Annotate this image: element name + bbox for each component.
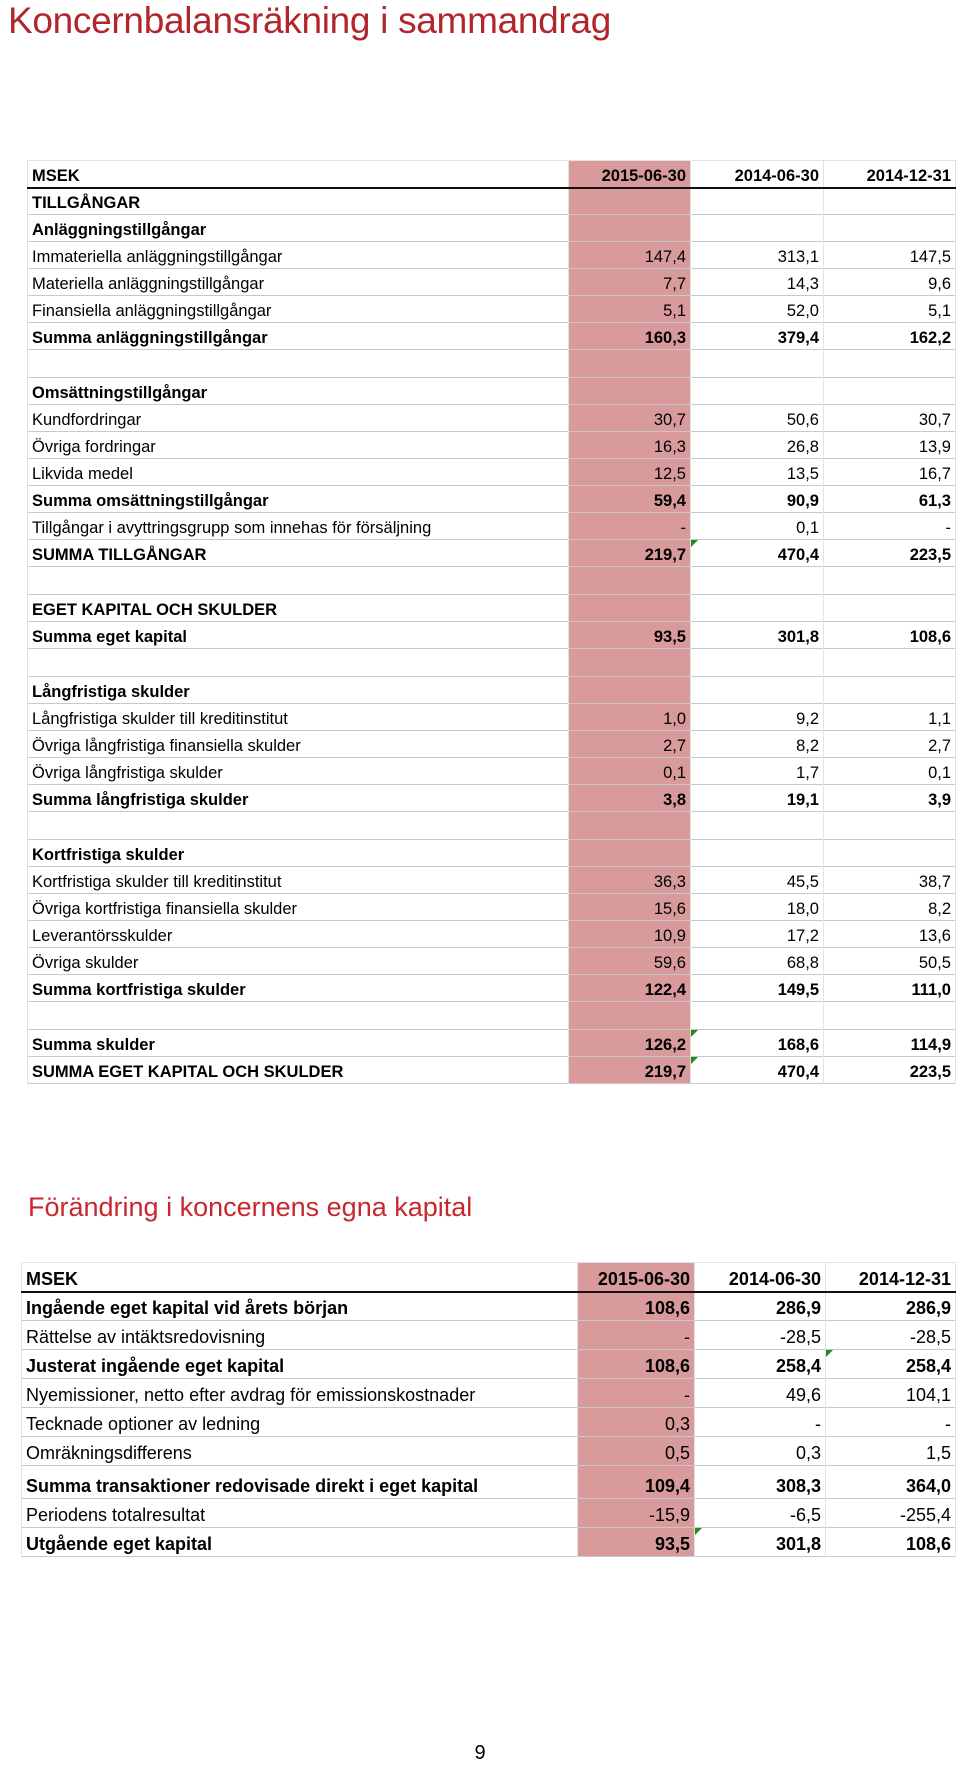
row-label: Utgående eget kapital bbox=[22, 1528, 578, 1557]
value-2014-06 bbox=[691, 677, 824, 704]
row-label: Rättelse av intäktsredovisning bbox=[22, 1321, 578, 1350]
comment-marker-icon bbox=[826, 1350, 833, 1357]
value-2014-12: 5,1 bbox=[824, 296, 956, 323]
table-row bbox=[28, 758, 956, 785]
value-2014-12 bbox=[824, 677, 956, 704]
row-label: Tecknade optioner av ledning bbox=[22, 1408, 578, 1437]
value-2015: 147,4 bbox=[569, 242, 691, 269]
value-2014-12: 162,2 bbox=[824, 323, 956, 350]
table-row bbox=[28, 486, 956, 513]
row-label bbox=[28, 812, 569, 840]
header-col-2015-06-30: 2015-06-30 bbox=[578, 1263, 695, 1292]
value-2014-06 bbox=[695, 1528, 826, 1557]
value-2014-06: 149,5 bbox=[691, 975, 824, 1002]
value-2015: 108,6 bbox=[578, 1350, 695, 1379]
value-2014-12 bbox=[824, 649, 956, 677]
value-2014-12: 9,6 bbox=[824, 269, 956, 296]
value-2014-12: 286,9 bbox=[826, 1292, 956, 1321]
row-label bbox=[28, 1002, 569, 1030]
table-row bbox=[28, 677, 956, 704]
value-2015: 59,6 bbox=[569, 948, 691, 975]
value-2014-12: 1,1 bbox=[824, 704, 956, 731]
row-label bbox=[28, 649, 569, 677]
value-2014-12 bbox=[824, 1002, 956, 1030]
value-text: 301,8 bbox=[775, 1534, 821, 1554]
value-2014-12 bbox=[824, 595, 956, 622]
row-label: Tillgångar i avyttringsgrupp som innehas för försäljning bbox=[28, 513, 569, 540]
row-label: Kundfordringar bbox=[28, 405, 569, 432]
value-2015: 16,3 bbox=[569, 432, 691, 459]
comment-marker-icon bbox=[691, 1057, 698, 1064]
equity-table bbox=[21, 1262, 955, 1557]
value-2014-06: 52,0 bbox=[691, 296, 824, 323]
value-2014-12: - bbox=[824, 513, 956, 540]
table-row bbox=[28, 242, 956, 269]
row-label: Likvida medel bbox=[28, 459, 569, 486]
table-row bbox=[22, 1350, 956, 1379]
value-2014-12 bbox=[826, 1350, 956, 1379]
value-2014-12: 147,5 bbox=[824, 242, 956, 269]
value-2015: 126,2 bbox=[569, 1030, 691, 1057]
value-2014-12: 16,7 bbox=[824, 459, 956, 486]
value-2014-06: 14,3 bbox=[691, 269, 824, 296]
value-2015: 219,7 bbox=[569, 1057, 691, 1084]
value-2014-12: 0,1 bbox=[824, 758, 956, 785]
table-row bbox=[28, 215, 956, 242]
table-header-row bbox=[28, 161, 956, 188]
value-2015: 108,6 bbox=[578, 1292, 695, 1321]
row-label: Summa anläggningstillgångar bbox=[28, 323, 569, 350]
row-label: Övriga kortfristiga finansiella skulder bbox=[28, 894, 569, 921]
value-2014-12: -28,5 bbox=[826, 1321, 956, 1350]
table-row bbox=[28, 513, 956, 540]
value-2014-12 bbox=[824, 350, 956, 378]
header-label: MSEK bbox=[28, 161, 569, 188]
value-2014-06: 0,3 bbox=[695, 1437, 826, 1466]
value-2014-12: 223,5 bbox=[824, 1057, 956, 1084]
table-row bbox=[28, 1030, 956, 1057]
table-row bbox=[28, 567, 956, 595]
value-2014-06 bbox=[691, 567, 824, 595]
section-title: Förändring i koncernens egna kapital bbox=[28, 1192, 473, 1222]
row-label: Nyemissioner, netto efter avdrag för emissionskostnader bbox=[22, 1379, 578, 1408]
comment-marker-icon bbox=[695, 1528, 702, 1535]
table-row bbox=[28, 785, 956, 812]
table-row bbox=[28, 595, 956, 622]
value-2014-06: 286,9 bbox=[695, 1292, 826, 1321]
header-label: MSEK bbox=[22, 1263, 578, 1292]
row-label bbox=[28, 567, 569, 595]
value-2014-06: 68,8 bbox=[691, 948, 824, 975]
row-label bbox=[28, 350, 569, 378]
value-2015: 122,4 bbox=[569, 975, 691, 1002]
value-2014-06: 8,2 bbox=[691, 731, 824, 758]
value-2015 bbox=[569, 188, 691, 215]
value-2015 bbox=[569, 812, 691, 840]
row-label: Anläggningstillgångar bbox=[28, 215, 569, 242]
row-label: SUMMA EGET KAPITAL OCH SKULDER bbox=[28, 1057, 569, 1084]
value-text: 470,4 bbox=[777, 1063, 819, 1081]
table-row bbox=[22, 1292, 956, 1321]
row-label: Övriga fordringar bbox=[28, 432, 569, 459]
value-2015 bbox=[569, 677, 691, 704]
row-label: SUMMA TILLGÅNGAR bbox=[28, 540, 569, 567]
table-row bbox=[28, 269, 956, 296]
row-label: Justerat ingående eget kapital bbox=[22, 1350, 578, 1379]
value-2014-06: 26,8 bbox=[691, 432, 824, 459]
value-2014-06: 379,4 bbox=[691, 323, 824, 350]
value-2014-12: 30,7 bbox=[824, 405, 956, 432]
value-2014-06 bbox=[691, 378, 824, 405]
value-2015: 36,3 bbox=[569, 867, 691, 894]
table-row bbox=[22, 1528, 956, 1557]
value-2015 bbox=[569, 1002, 691, 1030]
row-label: Immateriella anläggningstillgångar bbox=[28, 242, 569, 269]
table-row bbox=[28, 975, 956, 1002]
value-2014-06: 18,0 bbox=[691, 894, 824, 921]
value-2014-06 bbox=[691, 595, 824, 622]
table-row bbox=[28, 921, 956, 948]
value-2014-06: 308,3 bbox=[695, 1466, 826, 1499]
table-row bbox=[28, 540, 956, 567]
comment-marker-icon bbox=[691, 1030, 698, 1037]
row-label: Kortfristiga skulder till kreditinstitut bbox=[28, 867, 569, 894]
table-row bbox=[28, 405, 956, 432]
value-2014-12 bbox=[824, 378, 956, 405]
value-2014-12 bbox=[824, 188, 956, 215]
value-2014-12 bbox=[824, 215, 956, 242]
row-label: Övriga långfristiga skulder bbox=[28, 758, 569, 785]
value-2014-12: 111,0 bbox=[824, 975, 956, 1002]
header-col-2014-06-30: 2014-06-30 bbox=[691, 161, 824, 188]
table-row bbox=[22, 1321, 956, 1350]
value-2014-06 bbox=[691, 350, 824, 378]
row-label: Kortfristiga skulder bbox=[28, 840, 569, 867]
value-2014-12: 2,7 bbox=[824, 731, 956, 758]
row-label: Summa eget kapital bbox=[28, 622, 569, 649]
row-label: Summa långfristiga skulder bbox=[28, 785, 569, 812]
value-2015: 93,5 bbox=[569, 622, 691, 649]
value-2014-06: 90,9 bbox=[691, 486, 824, 513]
row-label: Omsättningstillgångar bbox=[28, 378, 569, 405]
value-2015 bbox=[569, 840, 691, 867]
value-2015: 30,7 bbox=[569, 405, 691, 432]
value-2015: 15,6 bbox=[569, 894, 691, 921]
value-2014-06: 19,1 bbox=[691, 785, 824, 812]
row-label: EGET KAPITAL OCH SKULDER bbox=[28, 595, 569, 622]
value-2014-06: 45,5 bbox=[691, 867, 824, 894]
row-label: Finansiella anläggningstillgångar bbox=[28, 296, 569, 323]
row-label: Summa omsättningstillgångar bbox=[28, 486, 569, 513]
value-2014-06: 9,2 bbox=[691, 704, 824, 731]
value-2014-06: 50,6 bbox=[691, 405, 824, 432]
value-2014-12: 1,5 bbox=[826, 1437, 956, 1466]
value-2014-06 bbox=[691, 812, 824, 840]
value-2014-06 bbox=[691, 1057, 824, 1084]
value-2014-12: 8,2 bbox=[824, 894, 956, 921]
value-2015: 3,8 bbox=[569, 785, 691, 812]
value-2014-06 bbox=[691, 1030, 824, 1057]
table-row bbox=[22, 1379, 956, 1408]
value-2014-12: 108,6 bbox=[824, 622, 956, 649]
header-col-2015-06-30: 2015-06-30 bbox=[569, 161, 691, 188]
value-2015: 2,7 bbox=[569, 731, 691, 758]
comment-marker-icon bbox=[691, 540, 698, 547]
table-row bbox=[28, 296, 956, 323]
value-text: 258,4 bbox=[905, 1356, 951, 1376]
value-2014-06: 258,4 bbox=[695, 1350, 826, 1379]
value-2014-06 bbox=[691, 1002, 824, 1030]
value-2014-06: 1,7 bbox=[691, 758, 824, 785]
table-row bbox=[28, 948, 956, 975]
value-2014-06 bbox=[691, 649, 824, 677]
table-row bbox=[28, 188, 956, 215]
header-col-2014-12-31: 2014-12-31 bbox=[826, 1263, 956, 1292]
value-2015 bbox=[569, 350, 691, 378]
value-2014-06: 49,6 bbox=[695, 1379, 826, 1408]
row-label: Övriga långfristiga finansiella skulder bbox=[28, 731, 569, 758]
value-2014-12 bbox=[824, 840, 956, 867]
value-2014-12: -255,4 bbox=[826, 1499, 956, 1528]
value-2014-06 bbox=[691, 540, 824, 567]
table-row bbox=[28, 622, 956, 649]
value-2015: -15,9 bbox=[578, 1499, 695, 1528]
table-row bbox=[28, 867, 956, 894]
table-row bbox=[22, 1437, 956, 1466]
row-label: Omräkningsdifferens bbox=[22, 1437, 578, 1466]
value-2014-06 bbox=[691, 840, 824, 867]
row-label: Övriga skulder bbox=[28, 948, 569, 975]
value-2015 bbox=[569, 215, 691, 242]
value-2015: 7,7 bbox=[569, 269, 691, 296]
value-2014-06: 301,8 bbox=[691, 622, 824, 649]
row-label: Långfristiga skulder bbox=[28, 677, 569, 704]
value-2014-12: 38,7 bbox=[824, 867, 956, 894]
value-2015: 0,5 bbox=[578, 1437, 695, 1466]
row-label: Summa skulder bbox=[28, 1030, 569, 1057]
table-header-row bbox=[22, 1263, 956, 1292]
value-2014-12: - bbox=[826, 1408, 956, 1437]
value-2015 bbox=[569, 378, 691, 405]
value-2014-12: 13,9 bbox=[824, 432, 956, 459]
value-2014-06: 13,5 bbox=[691, 459, 824, 486]
value-2015 bbox=[569, 649, 691, 677]
value-text: 470,4 bbox=[777, 546, 819, 564]
value-2015: 160,3 bbox=[569, 323, 691, 350]
value-2014-12: 114,9 bbox=[824, 1030, 956, 1057]
table-row bbox=[22, 1499, 956, 1528]
table-row bbox=[28, 649, 956, 677]
row-label: Periodens totalresultat bbox=[22, 1499, 578, 1528]
value-2015: 219,7 bbox=[569, 540, 691, 567]
value-2014-06 bbox=[691, 215, 824, 242]
table-row bbox=[28, 459, 956, 486]
row-label: TILLGÅNGAR bbox=[28, 188, 569, 215]
value-2015: 5,1 bbox=[569, 296, 691, 323]
value-2015: 109,4 bbox=[578, 1466, 695, 1499]
table-row bbox=[28, 1057, 956, 1084]
table-row bbox=[28, 704, 956, 731]
value-2015: - bbox=[578, 1379, 695, 1408]
value-text: 168,6 bbox=[777, 1036, 819, 1054]
table-row bbox=[28, 378, 956, 405]
page-title: Koncernbalansräkning i sammandrag bbox=[8, 0, 612, 41]
value-2014-06: 17,2 bbox=[691, 921, 824, 948]
row-label: Leverantörsskulder bbox=[28, 921, 569, 948]
value-2014-12: 50,5 bbox=[824, 948, 956, 975]
value-2014-12: 364,0 bbox=[826, 1466, 956, 1499]
header-col-2014-12-31: 2014-12-31 bbox=[824, 161, 956, 188]
value-2014-12: 108,6 bbox=[826, 1528, 956, 1557]
table-row bbox=[22, 1466, 956, 1499]
value-2014-12: 104,1 bbox=[826, 1379, 956, 1408]
value-2015: 0,1 bbox=[569, 758, 691, 785]
table-row bbox=[28, 894, 956, 921]
row-label: Långfristiga skulder till kreditinstitut bbox=[28, 704, 569, 731]
value-2015: 10,9 bbox=[569, 921, 691, 948]
value-2014-06: -6,5 bbox=[695, 1499, 826, 1528]
header-col-2014-06-30: 2014-06-30 bbox=[695, 1263, 826, 1292]
value-2014-12 bbox=[824, 567, 956, 595]
table-row bbox=[28, 323, 956, 350]
value-2015 bbox=[569, 595, 691, 622]
value-2014-06 bbox=[691, 188, 824, 215]
row-label: Summa kortfristiga skulder bbox=[28, 975, 569, 1002]
table-row bbox=[28, 812, 956, 840]
value-2014-12: 223,5 bbox=[824, 540, 956, 567]
table-row bbox=[28, 840, 956, 867]
value-2014-06: 313,1 bbox=[691, 242, 824, 269]
value-2015: - bbox=[569, 513, 691, 540]
value-2015: 12,5 bbox=[569, 459, 691, 486]
table-row bbox=[22, 1408, 956, 1437]
table-row bbox=[28, 1002, 956, 1030]
balance-sheet-table bbox=[27, 160, 955, 1084]
value-2015: - bbox=[578, 1321, 695, 1350]
page-number: 9 bbox=[474, 1742, 486, 1764]
table-row bbox=[28, 350, 956, 378]
value-2014-06: 0,1 bbox=[691, 513, 824, 540]
value-2015: 59,4 bbox=[569, 486, 691, 513]
value-2015: 0,3 bbox=[578, 1408, 695, 1437]
value-2014-06: - bbox=[695, 1408, 826, 1437]
value-2014-12: 61,3 bbox=[824, 486, 956, 513]
table-row bbox=[28, 432, 956, 459]
row-label: Ingående eget kapital vid årets början bbox=[22, 1292, 578, 1321]
value-2015 bbox=[569, 567, 691, 595]
value-2014-12: 13,6 bbox=[824, 921, 956, 948]
value-2014-06: -28,5 bbox=[695, 1321, 826, 1350]
row-label: Materiella anläggningstillgångar bbox=[28, 269, 569, 296]
value-2014-12: 3,9 bbox=[824, 785, 956, 812]
value-2015: 93,5 bbox=[578, 1528, 695, 1557]
table-row bbox=[28, 731, 956, 758]
value-2014-12 bbox=[824, 812, 956, 840]
row-label: Summa transaktioner redovisade direkt i eget kapital bbox=[22, 1466, 578, 1499]
value-2015: 1,0 bbox=[569, 704, 691, 731]
